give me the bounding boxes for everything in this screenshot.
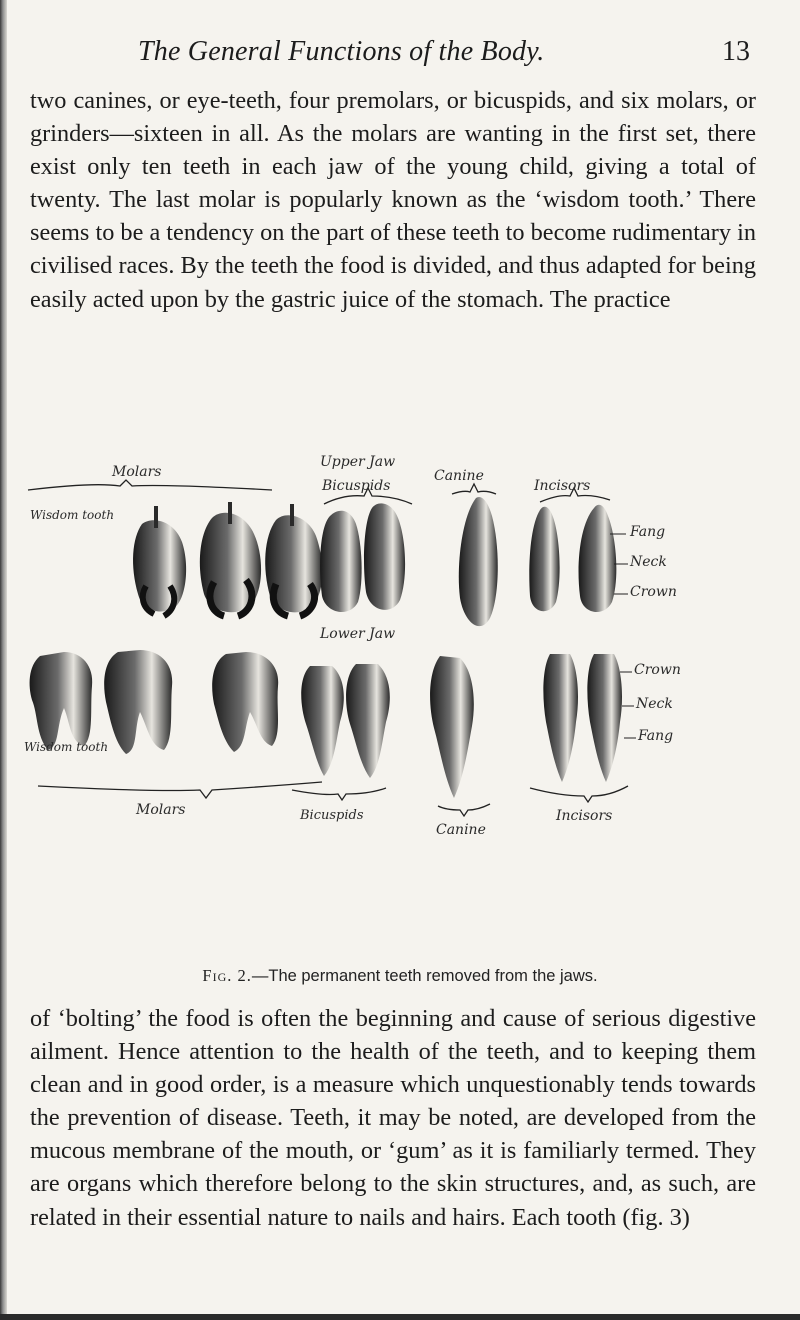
label-lower-canine: Canine: [436, 822, 486, 838]
lower-incisor-2: [587, 654, 622, 782]
label-upper-incisors: Incisors: [534, 478, 591, 494]
caption-text: —The permanent teeth removed from the jaws.: [251, 967, 598, 985]
label-lower-fang: Fang: [638, 728, 674, 744]
paragraph-bottom: of ‘bolting’ the food is often the beginning and cause of serious digestive ailment. Hence attention to the health of the teeth, and to keeping them clean and in good order, is a measure which unquestionably tends towards the prevention of disease. Teeth, it may be noted, are developed from the mucous membrane of the mouth, or ‘gum’ as it is familiarly termed. They are organs which therefore belong to the skin structures, and, as such, are related in their essential nature to nails and hairs. Each tooth (fig. 3): [30, 1005, 756, 1231]
upper-incisor-1: [529, 507, 559, 611]
page-bottom-edge: [0, 1314, 800, 1320]
upper-bicuspid-teeth: [320, 503, 405, 612]
label-upper-canine: Canine: [434, 468, 484, 484]
page-number: 13: [722, 36, 750, 67]
figure-caption: [0, 966, 800, 986]
lower-incisor-teeth: [543, 654, 622, 782]
lower-molar-2: [104, 650, 172, 754]
lower-incisor-pointers: [620, 672, 636, 738]
label-lower-jaw: Lower Jaw: [320, 626, 396, 642]
lower-molar-1: [30, 652, 93, 750]
label-upper-neck: Neck: [630, 554, 667, 570]
upper-bicuspid-2: [364, 503, 405, 609]
teeth-figure: [14, 446, 786, 956]
label-lower-neck: Neck: [636, 696, 673, 712]
lower-bicuspid-teeth: [301, 664, 390, 778]
lower-molar-3: [212, 652, 278, 752]
label-upper-bicuspids: Bicuspids: [322, 478, 391, 494]
lower-bicuspid-1: [301, 666, 344, 776]
label-upper-jaw: Upper Jaw: [320, 454, 396, 470]
upper-incisor-teeth: [529, 505, 616, 612]
upper-canine: [459, 497, 498, 626]
label-upper-molars: Molars: [112, 464, 162, 480]
paragraph-top: two canines, or eye-teeth, four premolars, or bicuspids, and six molars, or grinders—sixteen in all. As the molars are wanting in the first set, there exist only ten teeth in each jaw of the young child, giving a total of twenty. The last molar is popularly known as the ‘wisdom tooth.’ There seems to be a tendency on the part of these teeth to become rudimentary in civilised races. By the teeth the food is divided, and thus adapted for being easily acted upon by the gastric juice of the stomach. The practice: [30, 87, 756, 313]
label-lower-incisors: Incisors: [556, 808, 613, 824]
label-lower-molars: Molars: [136, 802, 186, 818]
caption-figure-number: Fig. 2.: [202, 966, 252, 985]
upper-incisor-2: [579, 505, 617, 612]
page-binding-edge: [0, 0, 7, 1320]
upper-bicuspid-1: [320, 511, 362, 612]
lower-molar-teeth: [30, 650, 279, 754]
label-upper-fang: Fang: [630, 524, 666, 540]
label-upper-wisdom-tooth: Wisdom tooth: [30, 508, 115, 522]
label-lower-wisdom-tooth: Wisdom tooth: [24, 740, 109, 754]
lower-incisor-1: [543, 654, 578, 782]
running-title: The General Functions of the Body.: [138, 36, 545, 67]
label-upper-crown: Crown: [630, 584, 677, 600]
lower-bicuspid-2: [346, 664, 390, 778]
label-lower-bicuspids: Bicuspids: [300, 808, 364, 823]
upper-molar-teeth: [133, 502, 322, 616]
label-lower-crown: Crown: [634, 662, 681, 678]
upper-brackets: [28, 480, 610, 504]
page-header: [30, 36, 750, 80]
lower-canine: [430, 656, 474, 798]
